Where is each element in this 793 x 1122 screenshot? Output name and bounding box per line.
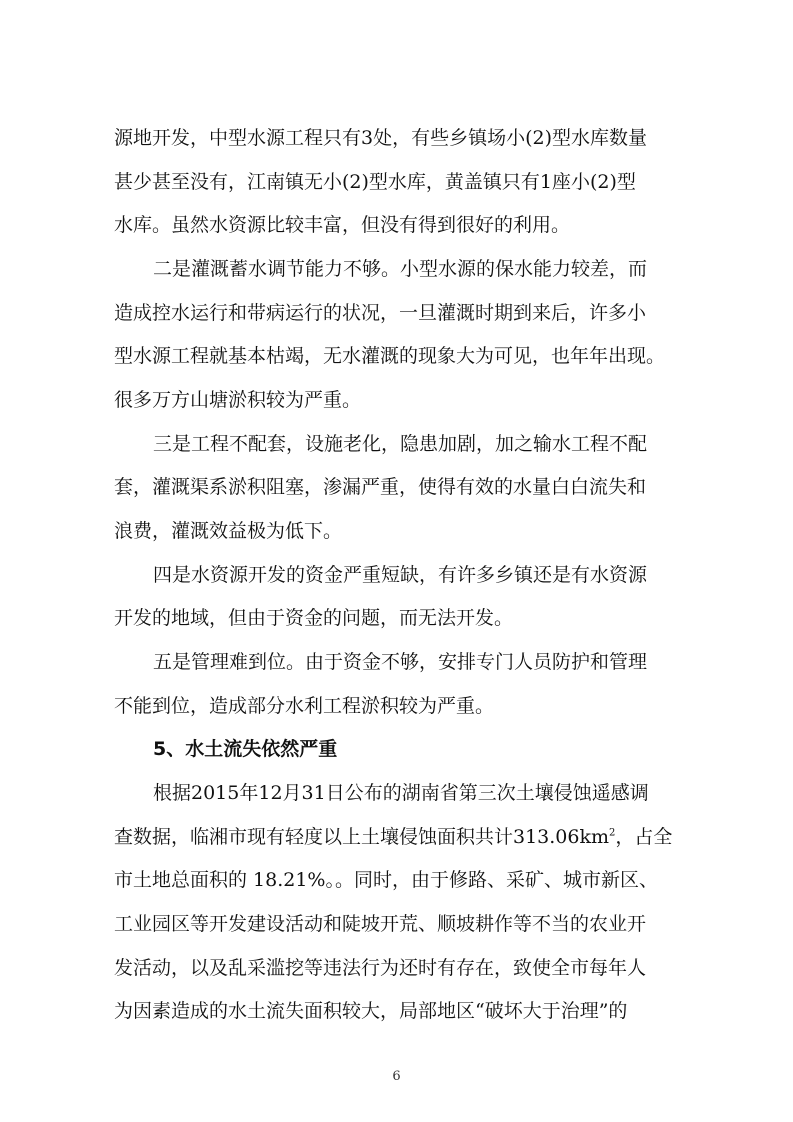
- text-line-content: 市土地总面积的 18.21%。。同时，由于修路、采矿、城市新区、: [114, 869, 658, 891]
- text-line: [0, 649, 793, 675]
- text-line: [0, 693, 793, 719]
- text-line: [0, 125, 793, 151]
- text-line-tail: ，占全: [615, 826, 673, 848]
- text-line: [0, 780, 793, 806]
- text-line-content: 四是水资源开发的资金严重短缺，有许多乡镇还是有水资源: [153, 564, 648, 586]
- text-line: [0, 824, 793, 850]
- text-line-content: 查数据，临湘市现有轻度以上土壤侵蚀面积共计313.06km: [114, 826, 610, 848]
- text-line-content: 不能到位，造成部分水利工程淤积较为严重。: [114, 695, 495, 717]
- superscript-two: 2: [609, 827, 616, 839]
- text-line-content: 三是工程不配套，设施老化，隐患加剧，加之输水工程不配: [153, 433, 648, 455]
- text-line-content: 工业园区等开发建设活动和陡坡开荒、顺坡耕作等不当的农业开: [114, 913, 647, 935]
- text-line: [0, 474, 793, 500]
- text-line-content: 五是管理难到位。由于资金不够，安排专门人员防护和管理: [153, 651, 648, 673]
- text-line-content: 根据2015年12月31日公布的湖南省第三次土壤侵蚀遥感调: [153, 782, 649, 804]
- text-line-content: 源地开发，中型水源工程只有3处，有些乡镇场小(2)型水库数量: [114, 127, 648, 149]
- text-line-content: 二是灌溉蓄水调节能力不够。小型水源的保水能力较差，而: [153, 258, 648, 280]
- text-line-content: 套，灌溉渠系淤积阻塞，渗漏严重，使得有效的水量白白流失和: [114, 476, 647, 498]
- text-line: [0, 911, 793, 937]
- section-heading: [0, 736, 793, 762]
- text-line-content: 为因素造成的水土流失面积较大，局部地区“破坏大于治理”的: [114, 1000, 628, 1022]
- text-line: [0, 431, 793, 457]
- text-line: [0, 256, 793, 282]
- text-line-content: 很多万方山塘淤积较为严重。: [114, 389, 362, 411]
- text-line-content: 甚少甚至没有，江南镇无小(2)型水库，黄盖镇只有1座小(2)型: [114, 171, 636, 193]
- text-line: [0, 562, 793, 588]
- text-line-content: 水库。虽然水资源比较丰富，但没有得到很好的利用。: [114, 214, 571, 236]
- text-line-content: 浪费，灌溉效益极为低下。: [114, 520, 343, 542]
- text-line: [0, 343, 793, 369]
- text-line: [0, 998, 793, 1024]
- text-line: [0, 212, 793, 238]
- text-line-content: 造成控水运行和带病运行的状况，一旦灌溉时期到来后，许多小: [114, 302, 647, 324]
- text-line-content: 发活动，以及乱采滥挖等违法行为还时有存在，致使全市每年人: [114, 957, 647, 979]
- text-line: [0, 300, 793, 326]
- text-line: [0, 518, 793, 544]
- text-line: [0, 955, 793, 981]
- text-line: [0, 605, 793, 631]
- text-line: [0, 387, 793, 413]
- text-line: [0, 867, 793, 893]
- text-line: [0, 169, 793, 195]
- text-line-content: 开发的地域，但由于资金的问题，而无法开发。: [114, 607, 514, 629]
- text-line-content: 型水源工程就基本枯竭，无水灌溉的现象大为可见，也年年出现。: [114, 345, 666, 367]
- page-number: 6: [392, 1069, 401, 1084]
- section-heading-text: 5、水土流失依然严重: [153, 738, 338, 760]
